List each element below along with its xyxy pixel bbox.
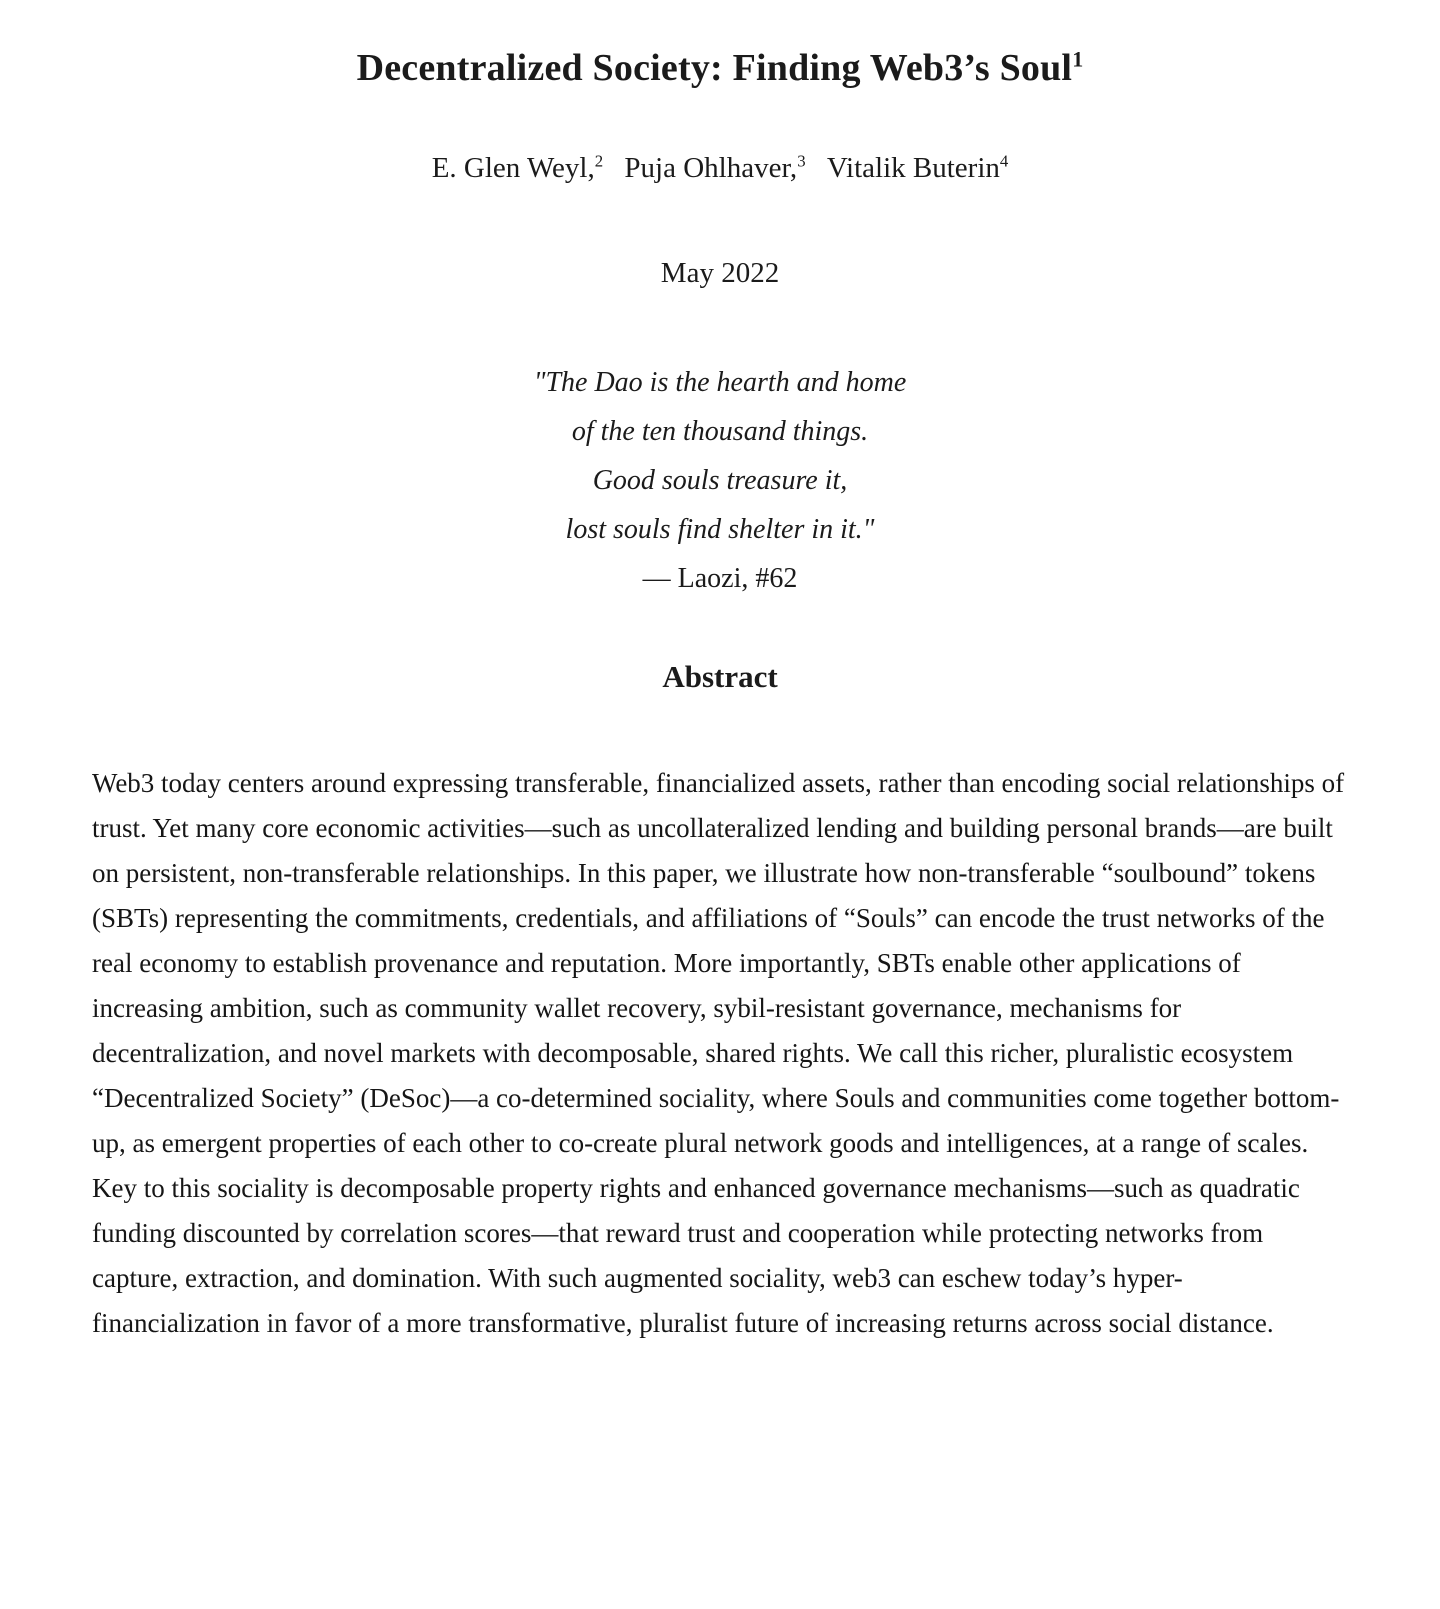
- epigraph-attribution: — Laozi, #62: [642, 563, 798, 594]
- author-1: [432, 152, 603, 184]
- author-3-footnote-marker: 4: [999, 151, 1009, 171]
- author-2: [624, 152, 805, 184]
- abstract-text: Web3 today centers around expressing transferable, financialized assets, rather than encoding social relationships of trust. Yet many core economic activities—such as uncollateralized lending and building personal brands—are built on persistent, non-transferable relationships. In this paper, we illustrate how non-transferable “soulbound” tokens (SBTs) representing the commitments, credentials, and affiliations of “Souls” can encode the trust networks of the real economy to establish provenance and reputation. More importantly, SBTs enable other applications of increasing ambition, such as community wallet recovery, sybil-resistant governance, mechanisms for decentralization, and novel markets with decomposable, shared rights. We call this richer, pluralistic ecosystem “Decentralized Society” (DeSoc)—a co-determined sociality, where Souls and communities come together bottom-up, as emergent properties of each other to co-create plural network goods and intelligences, at a range of scales. Key to this sociality is decomposable property rights and enhanced governance mechanisms—such as quadratic funding discounted by correlation scores—that reward trust and cooperation while protecting networks from capture, extraction, and domination. With such augmented sociality, web3 can eschew today’s hyper-financialization in favor of a more transformative, pluralist future of increasing returns across social distance.: [92, 768, 1345, 1338]
- paper-title: [0, 46, 1440, 90]
- epigraph-line-2: of the ten thousand things.: [571, 416, 869, 447]
- epigraph-line-4: lost souls find shelter in it.": [565, 514, 875, 545]
- author-2-name: Puja Ohlhaver,: [624, 152, 798, 184]
- author-1-footnote-marker: 2: [594, 151, 604, 171]
- title-footnote-marker: 1: [1072, 46, 1084, 72]
- author-line: [0, 152, 1440, 185]
- paper-title-text: Decentralized Society: Finding Web3’s Soul: [356, 47, 1073, 89]
- author-3-name: Vitalik Buterin: [826, 152, 1000, 184]
- abstract-heading: Abstract: [662, 659, 778, 694]
- author-3: [827, 152, 1008, 184]
- epigraph-line-3: Good souls treasure it,: [592, 465, 848, 496]
- author-2-footnote-marker: 3: [797, 151, 806, 171]
- epigraph-quote: [0, 358, 1440, 603]
- publication-date: May 2022: [660, 257, 780, 289]
- epigraph-line-1: "The Dao is the hearth and home: [533, 367, 907, 398]
- author-1-name: E. Glen Weyl,: [431, 152, 595, 184]
